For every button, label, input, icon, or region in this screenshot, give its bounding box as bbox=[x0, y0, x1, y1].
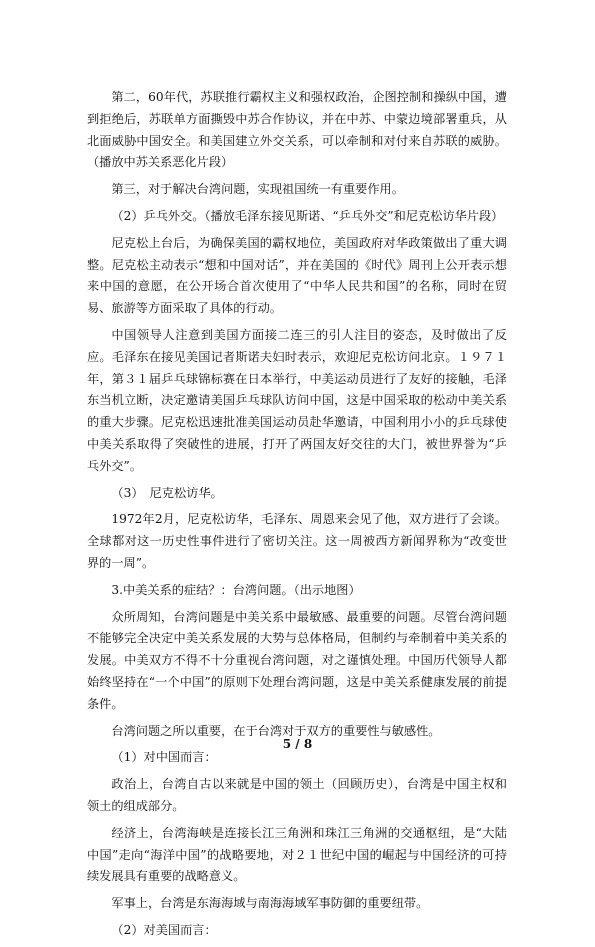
paragraph-nixon-visit-heading: （3） 尼克松访华。 bbox=[111, 485, 223, 500]
page-number: 5 / 8 bbox=[282, 737, 313, 751]
paragraph-pingpong-heading: （2）乒乓外交。（播放毛泽东接见斯诺、“乒乓外交”和尼克松访华片段） bbox=[111, 208, 504, 223]
paragraph-economic: 经济上，台湾海峡是连接长江三角洲和珠江三角洲的交通枢纽，是“大陆中国”走向“海洋中国”的战略要地，对２１世纪中国的崛起与中国经济的可持续发展具有重要的战略意义。 bbox=[87, 825, 507, 884]
paragraph-taiwan-unification: 第三，对于解决台湾问题，实现祖国统一有重要作用。 bbox=[111, 182, 404, 197]
document-body bbox=[87, 87, 507, 947]
paragraph-soviet-threat: 第二，60年代，苏联推行霸权主义和强权政治，企图控制和操纵中国，遭到拒绝后，苏联单方面撕毁中苏合作协议，并在中苏、中蒙边境部署重兵，从北面威胁中国安全。和美国建立外交关系，可以牵制和对付来自苏联的威胁。（播放中苏关系恶化片段） bbox=[87, 90, 507, 170]
paragraph-for-china-heading: （1）对中国而言： bbox=[111, 750, 217, 765]
paragraph-for-usa-heading: （2）对美国而言： bbox=[111, 922, 217, 937]
paragraph-taiwan-importance: 台湾问题之所以重要，在于台湾对于双方的重要性与敏感性。 bbox=[111, 723, 441, 738]
paragraph-military: 军事上，台湾是东海海域与南海海域军事防御的重要纽带。 bbox=[111, 896, 429, 911]
paragraph-taiwan-sensitive: 众所周知，台湾问题是中美关系中最敏感、最重要的问题。尽管台湾问题不能够完全决定中美关系发展的大势与总体格局，但制约与牵制着中美关系的发展。中美双方不得不十分重视台湾问题，对之谨慎处理。中国历代领导人都始终坚持在“一个中国”的原则下处理台湾问题，这是中美关系健康发展的前提条件。 bbox=[87, 609, 507, 711]
paragraph-taiwan-crux-heading: 3.中美关系的症结？：台湾问题。（出示地图） bbox=[111, 582, 361, 597]
paragraph-nixon-visit: 1972年2月，尼克松访华，毛泽东、周恩来会见了他，双方进行了会谈。全球都对这一历史性事件进行了密切关注。这一周被西方新闻界称为“改变世界的一周”。 bbox=[87, 512, 507, 570]
paragraph-nixon-policy: 尼克松上台后，为确保美国的霸权地位，美国政府对华政策做出了重大调整。尼克松主动表示“想和中国对话”，并在美国的《时代》周刊上公开表示想来中国的意愿，在公开场合首次使用了“中华人民共和国”的名称，同时在贸易、旅游等方面采取了具体的行动。 bbox=[87, 235, 507, 316]
paragraph-china-response: 中国领导人注意到美国方面接二连三的引人注目的姿态，及时做出了反应。毛泽东在接见美国记者斯诺夫妇时表示，欢迎尼克松访问北京。１９７１年，第３１届乒乓球锦标赛在日本举行，中美运动员进行了友好的接触，毛泽东当机立断，决定邀请美国乒乓球队访问中国，这是中国采取的松动中美关系的重大步骤。尼克松迅速批准美国运动员赴华邀请，中国利用小小的乒乓球使中美关系取得了突破性的进展，打开了两国友好交往的大门，被世界誉为“乒乓外交”。 bbox=[87, 327, 507, 473]
paragraph-political: 政治上，台湾自古以来就是中国的领土（回顾历史），台湾是中国主权和领土的组成部分。 bbox=[87, 777, 507, 813]
